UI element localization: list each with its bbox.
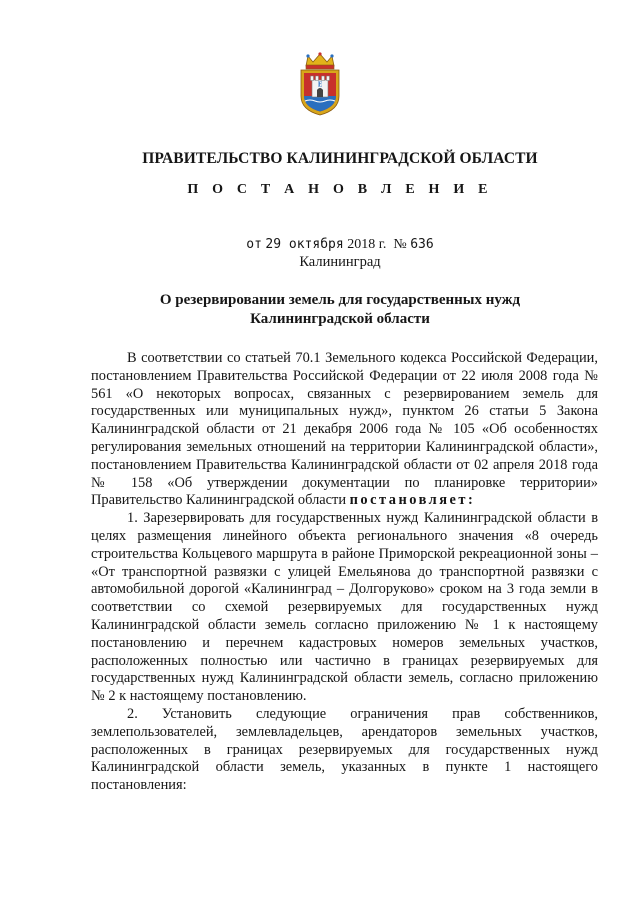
number-sign: № (393, 237, 407, 252)
coat-of-arms-icon (298, 52, 342, 116)
organization-title: ПРАВИТЕЛЬСТВО КАЛИНИНГРАДСКОЙ ОБЛАСТИ (142, 150, 538, 167)
subject-line-1: О резервировании земель для государственных нужд (159, 292, 521, 308)
preamble-text: В соответствии со статьей 70.1 Земельного кодекса Российской Федерации, постановлением Правительства Российской Федерации от 22 июля 2008 года № 561 «О некоторых вопросах, связанных с резервированием земель для государственных или муниципальных нужд», пунктом 26 статьи 5 Закона Калининградской области от 21 декабря 2006 года № 105 «Об особенностях регулирования земельных отношений на территории Калининградской области», постановлением Правительства Калининградской области от 02 апреля 2018 года № 158 «Об утверждении документации по планировке территории» Правительство Калининградской области (91, 350, 598, 509)
document-body (91, 350, 598, 795)
document-type: П О С Т А Н О В Л Е Н И Е (187, 182, 493, 197)
document-year: 2018 г. (347, 237, 387, 252)
subject-line-2: Калининградской области (250, 311, 430, 327)
document-number: 636 (410, 237, 434, 252)
svg-text:E: E (317, 81, 323, 89)
document-date: 29 октября (265, 237, 344, 252)
date-prefix: от (246, 237, 262, 252)
document-date-line (0, 237, 640, 253)
decree-word: постановляет: (349, 492, 476, 509)
item-2-paragraph: 2. Установить следующие ограничения прав собственников, землепользователей, землевладельцев, арендаторов земельных участков, расположенных в границах резервируемых для государственных нужд Калининградской области земель, указанных в пункте 1 настоящего постановления: (91, 705, 598, 794)
preamble-paragraph (91, 350, 598, 510)
document-subject (0, 291, 640, 329)
city: Калининград (299, 254, 381, 270)
item-1-paragraph: 1. Зарезервировать для государственных нужд Калининградской области в целях размещения линейного объекта регионального значения «8 очередь строительства Кольцевого маршрута в районе Приморской рекреационной зоны – «От транспортной развязки с улицей Емельянова до транспортной развязки с автомобильной дорогой «Калининград – Долгоруково» сроком на 3 года земли в соответствии со схемой резервируемых для государственных нужд Калининградской области земель согласно приложению № 1 к настоящему постановлению и перечнем кадастровых номеров земельных участков, расположенных полностью или частично в границах резервируемых для государственных нужд Калининградской области земель, согласно приложению № 2 к настоящему постановлению. (91, 510, 598, 705)
